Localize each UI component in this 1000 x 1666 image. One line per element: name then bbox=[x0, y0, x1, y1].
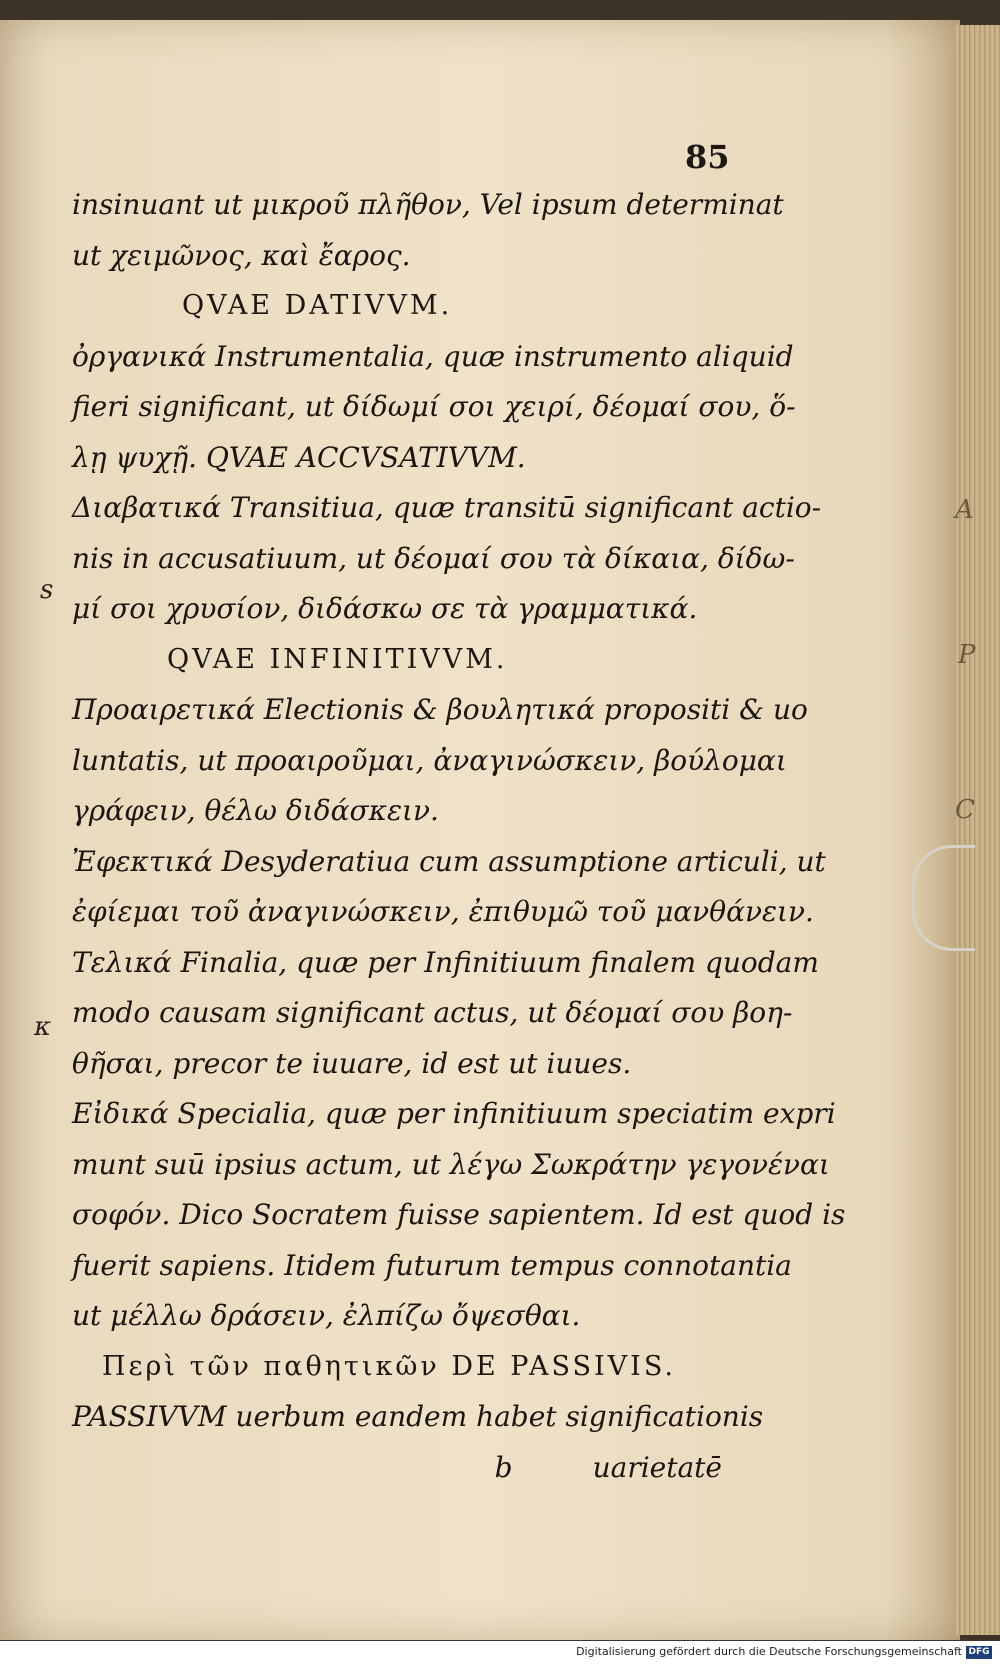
text-line: fuerit sapiens. Itidem futurum tempus connotantia bbox=[72, 1248, 792, 1282]
text-line: ἐφίεμαι τοῦ ἀναγινώσκειν, ἐπιθυμῶ τοῦ μανθάνειν. bbox=[72, 895, 814, 928]
right-margin-mark-1: A bbox=[955, 495, 974, 525]
right-margin-mark-3: C bbox=[955, 795, 975, 825]
catchword-line bbox=[72, 1443, 762, 1494]
section-heading: QVAE DATIVVM. bbox=[182, 290, 453, 321]
text-line: γράφειν, θέλω διδάσκειν. bbox=[72, 794, 439, 827]
text-line: Εἰδικά Specialia, quæ per infinitiuum speciatim expri bbox=[72, 1097, 836, 1130]
text-line: PASSIVVM uerbum eandem habet significationis bbox=[72, 1400, 764, 1433]
page-text bbox=[72, 180, 846, 1493]
text-line: luntatis, ut προαιροῦμαι, ἀναγινώσκειν, βούλομαι bbox=[72, 743, 787, 777]
clasp-outline bbox=[912, 845, 975, 951]
page-edges bbox=[955, 25, 1000, 1635]
text-line: Τελικά Finalia, quæ per Infinitiuum finalem quodam bbox=[72, 945, 819, 979]
text-line: Ἐφεκτικά Desyderatiua cum assumptione articuli, ut bbox=[72, 844, 826, 878]
left-margin-mark-2: κ bbox=[34, 1012, 52, 1042]
text-line: Προαιρετικά Electionis & βουλητικά propositi & uo bbox=[72, 693, 808, 726]
signature-mark: b bbox=[494, 1450, 513, 1484]
text-line: fieri significant, ut δίδωμί σοι χειρί, δέομαί σου, ὅ- bbox=[72, 390, 796, 423]
text-line: λῃ ψυχῇ. QVAE ACCVSATIVVM. bbox=[72, 440, 526, 474]
catchword: uarietatē bbox=[592, 1450, 722, 1484]
text-line: θῆσαι, precor te iuuare, id est ut iuues. bbox=[72, 1046, 632, 1080]
text-line: nis in accusatiuum, ut δέομαί σου τὰ δίκαια, δίδω- bbox=[72, 541, 795, 575]
text-line: insinuant ut μικροῦ πλῆθον, Vel ipsum determinat bbox=[72, 188, 784, 221]
text-line: Διαβατικά Transitiua, quæ transitū significant actio- bbox=[72, 491, 822, 524]
right-margin-mark-2: P bbox=[958, 640, 976, 670]
text-line: μί σοι χρυσίον, διδάσκω σε τὰ γραμματικά. bbox=[72, 592, 698, 625]
section-heading: Περὶ τῶν παθητικῶν DE PASSIVIS. bbox=[102, 1350, 676, 1382]
page-number: 85 bbox=[685, 138, 730, 176]
text-line: munt suū ipsius actum, ut λέγω Σωκράτην γεγονέναι bbox=[72, 1147, 830, 1181]
footer-bar bbox=[0, 1641, 1000, 1666]
text-line: ὀργανικά Instrumentalia, quæ instrumento aliquid bbox=[72, 339, 794, 373]
text-line: modo causam significant actus, ut δέομαί σου βοη- bbox=[72, 996, 793, 1029]
text-line: σοφόν. Dico Socratem fuisse sapientem. Id est quod is bbox=[72, 1198, 846, 1231]
text-line: ut χειμῶνος, καὶ ἔαρος. bbox=[72, 238, 411, 272]
left-margin-mark-1: s bbox=[40, 575, 54, 605]
text-line: ut μέλλω δράσειν, ἐλπίζω ὄψεσθαι. bbox=[72, 1299, 581, 1332]
funding-credit: Digitalisierung gefördert durch die Deutsche Forschungsgemeinschaft bbox=[576, 1645, 962, 1658]
section-heading: QVAE INFINITIVVM. bbox=[167, 643, 508, 675]
dfg-logo: DFG bbox=[966, 1646, 992, 1659]
